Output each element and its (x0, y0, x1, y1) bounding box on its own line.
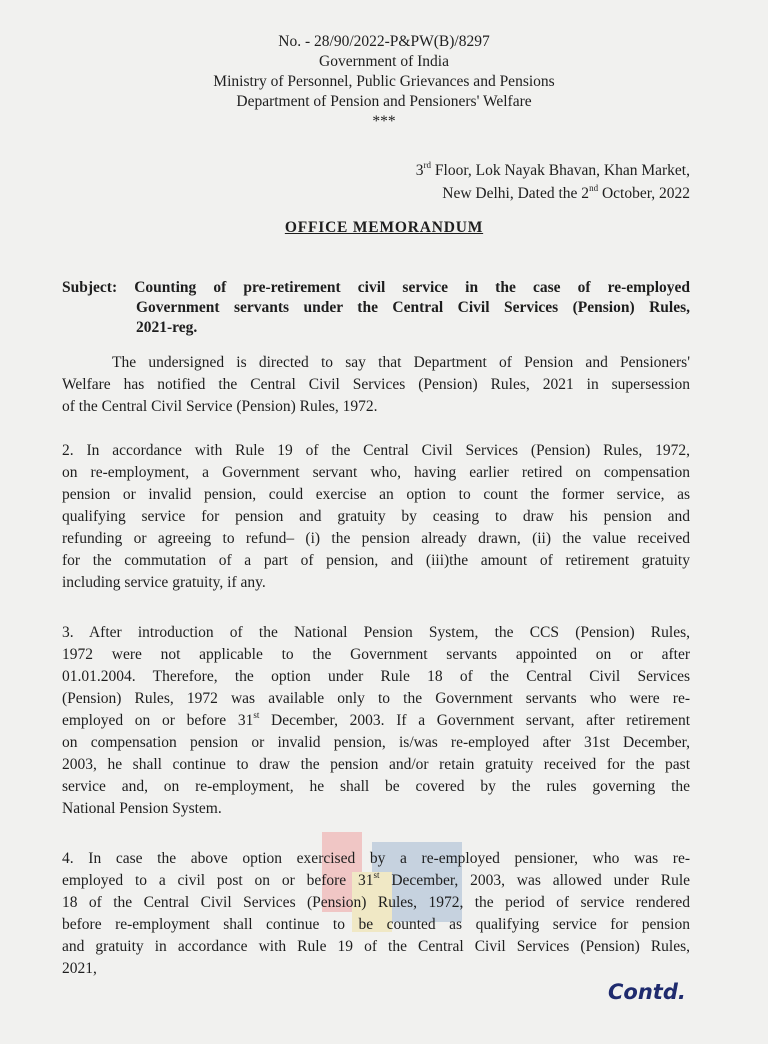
paragraph-line: refunding or agreeing to refund– (i) the pension already drawn, (ii) the value received (62, 530, 690, 547)
paragraph-line: The undersigned is directed to say that Department of Pension and Pensioners' (112, 354, 690, 371)
paragraph-line: 2003, he shall continue to draw the pension and/or retain gratuity received for the past (62, 756, 690, 773)
paragraph-line: 2. In accordance with Rule 19 of the Central Civil Services (Pension) Rules, 1972, (62, 442, 690, 459)
paragraph-line: on re-employment, a Government servant who, having earlier retired on compensation (62, 464, 690, 481)
subject-line: 2021-reg. (136, 319, 198, 336)
handwritten-contd: Contd. (608, 980, 686, 1004)
paragraph-line: before re-employment shall continue to be counted as qualifying service for pension (62, 916, 690, 933)
paragraph-line: on compensation pension or invalid pension, is/was re-employed after 31st December, (62, 734, 690, 751)
paragraph-line: for the commutation of a part of pension, and (iii)the amount of retirement gratuity (62, 552, 690, 569)
paragraph-line: 3. After introduction of the National Pension System, the CCS (Pension) Rules, (62, 624, 690, 641)
address-line-2: New Delhi, Dated the 2nd October, 2022 (442, 183, 690, 202)
ministry-name: Ministry of Personnel, Public Grievances and Pensions (213, 73, 555, 90)
paragraph-2 (62, 440, 690, 594)
subject-block (62, 278, 690, 338)
paragraph-line: qualifying service for pension and gratuity by ceasing to draw his pension and (62, 508, 690, 525)
separator-stars: *** (372, 113, 396, 130)
memo-title: OFFICE MEMORANDUM (284, 219, 484, 236)
paragraph-1 (62, 352, 690, 418)
paragraph-line: 01.01.2004. Therefore, the option under Rule 18 of the Central Civil Services (62, 668, 690, 685)
paragraph-line: pension or invalid pension, could exercise an option to count the former service, as (62, 486, 690, 503)
paragraph-line: National Pension System. (62, 800, 222, 817)
paragraph-line: 2021, (62, 960, 97, 977)
paragraph-4 (62, 848, 690, 980)
paragraph-line: service and, on re-employment, he shall be covered by the rules governing the (62, 778, 690, 795)
paragraph-line: 4. In case the above option exercised by a re-employed pensioner, who was re- (62, 850, 690, 867)
file-number: No. - 28/90/2022-P&PW(B)/8297 (278, 33, 490, 50)
paragraph-3 (62, 622, 690, 820)
paragraph-line: of the Central Civil Service (Pension) Rules, 1972. (62, 398, 378, 415)
subject-line: Subject: Counting of pre-retirement civil service in the case of re-employed (62, 279, 690, 296)
paragraph-line: 18 of the Central Civil Services (Pension) Rules, 1972, the period of service rendered (62, 894, 690, 911)
address-block (416, 159, 690, 205)
paragraph-line: employed on or before 31st December, 2003. If a Government servant, after retirement (62, 710, 690, 729)
subject-line: Government servants under the Central Civil Services (Pension) Rules, (136, 299, 690, 316)
paragraph-line: employed to a civil post on or before 31st December, 2003, was allowed under Rule (62, 870, 690, 889)
paragraph-line: Welfare has notified the Central Civil Services (Pension) Rules, 2021 in supersession (62, 376, 690, 393)
paragraph-line: and gratuity in accordance with Rule 19 of the Central Civil Services (Pension) Rules, (62, 938, 690, 955)
paragraph-line: (Pension) Rules, 1972 was available only to the Government servants who were re- (62, 690, 690, 707)
letterhead (0, 32, 768, 132)
address-line-1: 3rd Floor, Lok Nayak Bhavan, Khan Market, (415, 160, 690, 179)
government-name: Government of India (319, 53, 449, 70)
department-name: Department of Pension and Pensioners' Welfare (236, 93, 532, 110)
paragraph-line: including service gratuity, if any. (62, 574, 266, 591)
paragraph-line: 1972 were not applicable to the Government servants appointed on or after (62, 646, 690, 663)
